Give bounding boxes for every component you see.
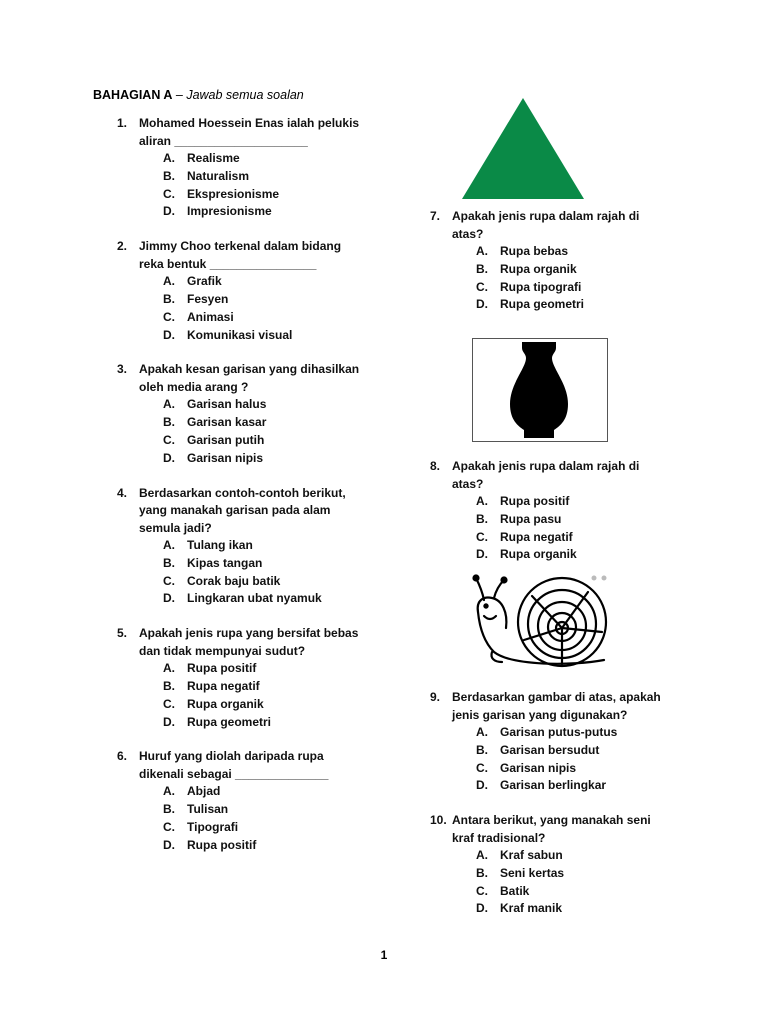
question-text-line: Apakah kesan garisan yang dihasilkan: [139, 362, 360, 377]
question-text-line: Apakah jenis rupa dalam rajah di: [452, 459, 640, 473]
option-c[interactable]: C. Garisan nipis: [476, 760, 577, 775]
question-text-line: atas?: [452, 226, 484, 241]
section-header: [93, 88, 304, 102]
question-4: [117, 485, 387, 609]
option-a[interactable]: A. Rupa positif: [476, 494, 570, 508]
question-1: [117, 115, 387, 221]
option-a[interactable]: A. Rupa positif: [163, 661, 257, 676]
question-3: [117, 361, 387, 467]
snail-icon: [472, 572, 610, 668]
options-list: [430, 724, 720, 795]
question-text-line: atas?: [452, 476, 484, 491]
option-b[interactable]: B. Kipas tangan: [163, 555, 263, 570]
option-c[interactable]: C. Rupa tipografi: [476, 279, 582, 294]
option-a[interactable]: A. Garisan putus-putus: [476, 725, 618, 739]
question-number: 8.: [430, 459, 441, 473]
options-list: [117, 273, 387, 344]
option-c[interactable]: C. Tipografi: [163, 820, 239, 835]
question-text-line: Berdasarkan contoh-contoh berikut,: [139, 485, 346, 500]
question-5: [117, 625, 387, 731]
option-d[interactable]: D. Rupa geometri: [163, 714, 272, 729]
option-b[interactable]: B. Naturalism: [163, 168, 250, 183]
options-list: [117, 150, 387, 221]
question-text-line: Huruf yang diolah daripada rupa: [139, 749, 324, 764]
left-column: [117, 115, 387, 855]
options-list: [430, 847, 720, 918]
question-text-line: Berdasarkan gambar di atas, apakah: [452, 690, 661, 704]
question-6: [117, 748, 387, 854]
question-text-line: dan tidak mempunyai sudut?: [139, 643, 306, 658]
green-triangle-icon: [460, 96, 586, 200]
options-list: [117, 660, 387, 731]
options-list: [117, 537, 387, 608]
question-number: 4.: [117, 485, 128, 500]
option-d[interactable]: D. Rupa organik: [476, 547, 577, 562]
options-list: [117, 396, 387, 467]
question-text-line: semula jadi?: [139, 520, 212, 535]
option-c[interactable]: C. Rupa organik: [163, 696, 264, 711]
question-text-line: kraf tradisional?: [452, 830, 546, 845]
option-a[interactable]: A. Garisan halus: [163, 397, 267, 412]
option-c[interactable]: C. Ekspresionisme: [163, 186, 280, 201]
question-text-line: jenis garisan yang digunakan?: [452, 707, 628, 722]
question-text-line: Jimmy Choo terkenal dalam bidang: [139, 239, 342, 254]
question-text-line: Apakah jenis rupa dalam rajah di: [452, 209, 640, 223]
question-number: 9.: [430, 690, 441, 704]
options-list: [117, 783, 387, 854]
option-a[interactable]: A. Abjad: [163, 784, 221, 799]
question-number: 2.: [117, 239, 128, 254]
option-d[interactable]: D. Impresionisme: [163, 204, 272, 219]
option-a[interactable]: A. Rupa bebas: [476, 244, 569, 258]
option-d[interactable]: D. Rupa positif: [163, 837, 257, 852]
question-number: 3.: [117, 362, 128, 377]
question-text-line: aliran ____________________: [139, 133, 308, 148]
option-d[interactable]: D. Rupa geometri: [476, 297, 585, 312]
option-d[interactable]: D. Kraf manik: [476, 901, 563, 916]
option-c[interactable]: C. Animasi: [163, 309, 234, 324]
question-7: [430, 208, 700, 314]
option-a[interactable]: A. Realisme: [163, 151, 240, 165]
option-b[interactable]: B. Fesyen: [163, 291, 229, 306]
option-b[interactable]: B. Rupa organik: [476, 261, 577, 276]
option-c[interactable]: C. Garisan putih: [163, 432, 265, 447]
section-instruction: Jawab semua soalan: [186, 88, 304, 102]
options-list: [430, 493, 700, 564]
black-vase-icon: [472, 338, 608, 442]
option-d[interactable]: D. Garisan nipis: [163, 450, 264, 465]
option-b[interactable]: B. Tulisan: [163, 802, 229, 817]
page-number: 1: [380, 948, 388, 962]
section-dash: –: [172, 88, 187, 102]
question-number: 7.: [430, 209, 441, 223]
option-d[interactable]: D. Komunikasi visual: [163, 327, 293, 342]
option-a[interactable]: A. Kraf sabun: [476, 848, 563, 862]
option-a[interactable]: A. Tulang ikan: [163, 538, 253, 553]
question-2: [117, 238, 387, 344]
section-title: BAHAGIAN A: [93, 88, 173, 102]
option-d[interactable]: D. Garisan berlingkar: [476, 778, 607, 793]
option-b[interactable]: B. Seni kertas: [476, 865, 565, 880]
option-d[interactable]: D. Lingkaran ubat nyamuk: [163, 591, 322, 606]
option-c[interactable]: C. Rupa negatif: [476, 529, 573, 544]
question-text-line: yang manakah garisan pada alam: [139, 503, 331, 518]
question-number: 1.: [117, 116, 128, 130]
option-a[interactable]: A. Grafik: [163, 274, 222, 289]
option-b[interactable]: B. Garisan bersudut: [476, 742, 600, 757]
question-text-line: oleh media arang ?: [139, 379, 249, 394]
option-c[interactable]: C. Corak baju batik: [163, 573, 281, 588]
question-text-line: dikenali sebagai ______________: [139, 766, 329, 781]
question-number: 6.: [117, 749, 128, 764]
question-8: [430, 458, 700, 564]
question-number: 10.: [430, 813, 447, 827]
question-9: [430, 689, 720, 795]
option-c[interactable]: C. Batik: [476, 883, 530, 898]
question-10: [430, 812, 720, 918]
question-text-line: reka bentuk ________________: [139, 256, 317, 271]
question-text-line: Antara berikut, yang manakah seni: [452, 813, 651, 827]
option-b[interactable]: B. Garisan kasar: [163, 415, 267, 430]
options-list: [430, 243, 700, 314]
question-text-line: Apakah jenis rupa yang bersifat bebas: [139, 626, 359, 641]
option-b[interactable]: B. Rupa negatif: [163, 679, 260, 694]
option-b[interactable]: B. Rupa pasu: [476, 511, 562, 526]
question-number: 5.: [117, 626, 128, 641]
question-text-line: Mohamed Hoessein Enas ialah pelukis: [139, 116, 360, 130]
